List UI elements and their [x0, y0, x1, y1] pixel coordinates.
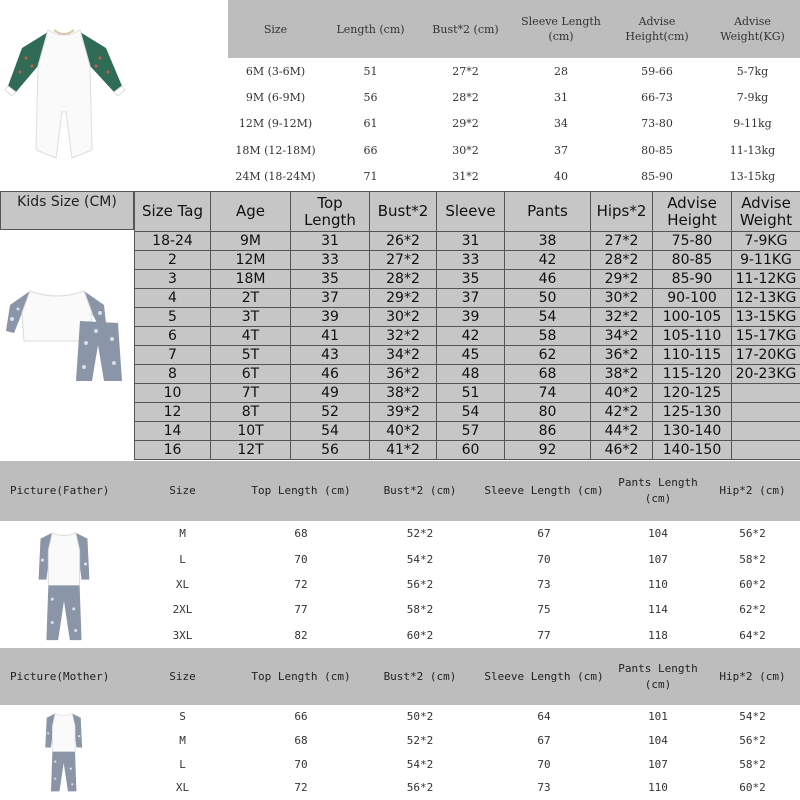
table-cell: 50	[505, 289, 591, 308]
table-cell: 18-24	[135, 232, 211, 251]
table-cell: XL	[175, 781, 190, 795]
table-cell: 115-120	[653, 365, 732, 384]
header-size: Size	[228, 0, 323, 58]
table-cell: 37	[437, 289, 505, 308]
table-cell: 114	[648, 603, 668, 617]
table-cell: 2T	[211, 289, 291, 308]
table-cell: 3XL	[172, 628, 193, 642]
table-cell: 56*2	[739, 734, 766, 748]
table-cell: 29*2	[452, 117, 479, 131]
table-cell: 66-73	[641, 91, 673, 105]
table-cell: 11-13kg	[729, 143, 776, 157]
table-cell: 42*2	[591, 403, 653, 422]
table-cell: 42	[437, 327, 505, 346]
header-length: Length (cm)	[323, 0, 418, 58]
kids-pajama-icon	[0, 283, 134, 393]
table-cell: 46	[291, 365, 370, 384]
table-cell: 30*2	[370, 308, 437, 327]
table-cell: 41	[291, 327, 370, 346]
table-cell: 110	[648, 781, 668, 795]
table-cell: 61	[363, 117, 378, 131]
table-cell: 11-12KG	[732, 270, 800, 289]
table-cell: 29*2	[370, 289, 437, 308]
table-row	[135, 441, 800, 460]
table-cell: 60	[437, 441, 505, 460]
table-cell: 80-85	[653, 251, 732, 270]
table-cell: 27*2	[370, 251, 437, 270]
header-bust: Bust*2 (cm)	[418, 0, 513, 58]
table-cell: 5-7kg	[736, 64, 769, 78]
table-cell: 14	[135, 422, 211, 441]
table-cell: 6M (3-6M)	[245, 64, 306, 78]
header-bust: Bust*2	[370, 192, 437, 232]
table-cell: 56	[363, 91, 378, 105]
table-cell: 105-110	[653, 327, 732, 346]
table-cell: 46*2	[591, 441, 653, 460]
table-row	[135, 422, 800, 441]
table-cell: 40*2	[370, 422, 437, 441]
table-cell: 80	[505, 403, 591, 422]
table-row	[135, 251, 800, 270]
table-row	[135, 384, 800, 403]
table-cell: 28*2	[591, 251, 653, 270]
header-hips: Hips*2	[591, 192, 653, 232]
table-cell: 31	[437, 232, 505, 251]
table-cell: 60*2	[739, 781, 766, 795]
table-row	[228, 84, 800, 110]
kids-size-table	[134, 191, 800, 460]
header-advise-height: Advise Height(cm)	[609, 0, 705, 58]
table-cell: 54	[291, 422, 370, 441]
kids-rows	[135, 232, 800, 460]
table-cell: 38*2	[591, 365, 653, 384]
table-cell: 104	[648, 527, 668, 541]
header-picture: Picture(Mother)	[0, 648, 126, 705]
table-cell: 77	[294, 603, 308, 617]
table-cell: 49	[291, 384, 370, 403]
table-cell: 73-80	[641, 117, 673, 131]
table-cell: 7-9KG	[732, 232, 800, 251]
table-cell: 7T	[211, 384, 291, 403]
table-cell: 80-85	[641, 143, 673, 157]
table-cell: 46	[505, 270, 591, 289]
table-cell: 62	[505, 346, 591, 365]
table-cell: S	[179, 710, 186, 724]
table-cell: 54	[505, 308, 591, 327]
table-row	[135, 232, 800, 251]
table-cell: 3T	[211, 308, 291, 327]
table-cell: 125-130	[653, 403, 732, 422]
table-cell	[732, 384, 800, 403]
table-cell: 54*2	[739, 710, 766, 724]
table-cell: 51	[363, 64, 378, 78]
mother-rows	[0, 705, 800, 800]
table-cell: 31	[554, 91, 568, 105]
mother-pajama-icon	[0, 705, 126, 797]
table-cell: 58	[505, 327, 591, 346]
header-size: Size	[126, 461, 239, 521]
table-cell: 33	[291, 251, 370, 270]
table-cell: 130-140	[653, 422, 732, 441]
table-cell: 58*2	[739, 757, 766, 771]
table-row	[135, 365, 800, 384]
table-row	[135, 270, 800, 289]
table-cell: 24M (18-24M)	[235, 170, 316, 184]
table-cell: 68	[505, 365, 591, 384]
table-row	[135, 289, 800, 308]
table-cell: 58*2	[406, 603, 434, 617]
table-cell: 67	[537, 734, 551, 748]
table-cell: 75	[537, 603, 551, 617]
table-row	[0, 521, 800, 546]
table-cell: 12M (9-12M)	[238, 117, 313, 131]
table-cell: 68	[294, 527, 308, 541]
table-cell: 38	[505, 232, 591, 251]
table-cell: 9-11kg	[733, 117, 772, 131]
table-cell: 62*2	[739, 603, 766, 617]
header-size-tag: Size Tag	[135, 192, 211, 232]
table-cell: L	[179, 552, 186, 566]
table-cell: 82	[294, 628, 308, 642]
table-header-row	[0, 648, 800, 705]
table-cell: 66	[294, 710, 308, 724]
romper-rows	[228, 58, 800, 190]
table-cell: 36*2	[370, 365, 437, 384]
table-cell: L	[179, 757, 186, 771]
table-row	[228, 58, 800, 84]
table-cell: 10T	[211, 422, 291, 441]
table-cell: 110-115	[653, 346, 732, 365]
table-row	[228, 137, 800, 163]
table-cell: 140-150	[653, 441, 732, 460]
table-cell: 107	[648, 552, 668, 566]
table-cell: 72	[294, 781, 308, 795]
header-top-length: Top Length (cm)	[239, 648, 363, 705]
table-cell: 18M	[211, 270, 291, 289]
father-photo-cell	[0, 521, 126, 648]
table-cell: M	[179, 527, 186, 541]
header-bust: Bust*2 (cm)	[363, 648, 477, 705]
table-cell: 3	[135, 270, 211, 289]
table-cell: 54*2	[406, 552, 434, 566]
table-cell: 8T	[211, 403, 291, 422]
table-cell: 34*2	[591, 327, 653, 346]
table-cell: 92	[505, 441, 591, 460]
table-cell: 4	[135, 289, 211, 308]
table-cell: 59-66	[641, 64, 673, 78]
header-picture: Picture(Father)	[0, 461, 126, 521]
header-top-length: Top Length (cm)	[239, 461, 363, 521]
table-cell: 56	[291, 441, 370, 460]
table-cell: 33	[437, 251, 505, 270]
table-cell: 38*2	[370, 384, 437, 403]
kids-size-title: Kids Size (CM)	[0, 191, 134, 230]
table-cell: 28*2	[452, 91, 479, 105]
table-cell: 8	[135, 365, 211, 384]
header-top-length: Top Length	[291, 192, 370, 232]
header-sleeve: Sleeve	[437, 192, 505, 232]
table-row	[135, 327, 800, 346]
father-pajama-icon	[0, 521, 126, 648]
table-cell: 52*2	[406, 734, 434, 748]
table-cell: 67	[537, 527, 551, 541]
table-cell: 9M	[211, 232, 291, 251]
table-row	[228, 164, 800, 190]
table-row	[135, 346, 800, 365]
table-cell: 110	[648, 577, 668, 591]
table-cell: 70	[294, 552, 308, 566]
table-cell: 16	[135, 441, 211, 460]
table-cell: 20-23KG	[732, 365, 800, 384]
table-cell: 30*2	[591, 289, 653, 308]
table-header-row	[0, 461, 800, 521]
table-cell: 32*2	[370, 327, 437, 346]
table-cell: 32*2	[591, 308, 653, 327]
table-cell: 35	[437, 270, 505, 289]
header-bust: Bust*2 (cm)	[363, 461, 477, 521]
table-cell: 6T	[211, 365, 291, 384]
table-cell: 27*2	[452, 64, 479, 78]
father-size-section	[0, 461, 800, 648]
header-age: Age	[211, 192, 291, 232]
table-cell: 39*2	[370, 403, 437, 422]
table-cell: 34*2	[370, 346, 437, 365]
kids-side-panel	[0, 191, 134, 459]
table-cell: 56*2	[739, 527, 766, 541]
table-cell: 6	[135, 327, 211, 346]
table-cell: 18M (12-18M)	[235, 143, 316, 157]
table-row	[135, 308, 800, 327]
table-cell: 66	[363, 143, 378, 157]
table-row	[135, 403, 800, 422]
baby-romper-icon	[0, 0, 228, 190]
kids-size-section	[0, 191, 800, 459]
table-row	[0, 705, 800, 729]
table-cell: 64	[537, 710, 551, 724]
table-cell: 45	[437, 346, 505, 365]
table-cell: 13-15kg	[729, 170, 776, 184]
table-cell: 10	[135, 384, 211, 403]
table-cell: 54	[437, 403, 505, 422]
table-cell: 120-125	[653, 384, 732, 403]
header-sleeve-length: Sleeve Length (cm)	[477, 461, 611, 521]
mother-photo-cell	[0, 705, 126, 800]
table-cell: 50*2	[406, 710, 434, 724]
table-cell: 85-90	[641, 170, 673, 184]
table-cell: 85-90	[653, 270, 732, 289]
table-cell: 77	[537, 628, 551, 642]
table-cell: M	[179, 734, 186, 748]
table-cell: 90-100	[653, 289, 732, 308]
header-pants-length: Pants Length (cm)	[611, 461, 705, 521]
header-hip: Hip*2 (cm)	[705, 648, 800, 705]
table-cell: 71	[363, 170, 378, 184]
table-cell: 17-20KG	[732, 346, 800, 365]
table-cell	[732, 403, 800, 422]
header-advise-height: Advise Height	[653, 192, 732, 232]
table-cell: 86	[505, 422, 591, 441]
table-cell: 73	[537, 781, 551, 795]
table-cell: 70	[537, 552, 551, 566]
table-cell: 56*2	[406, 781, 434, 795]
table-cell: 26*2	[370, 232, 437, 251]
header-sleeve-length: Sleeve Length (cm)	[477, 648, 611, 705]
mother-size-table	[0, 648, 800, 800]
table-cell: 7	[135, 346, 211, 365]
header-hip: Hip*2 (cm)	[705, 461, 800, 521]
table-cell: 101	[648, 710, 668, 724]
header-sleeve-length: Sleeve Length (cm)	[513, 0, 609, 58]
table-cell: 41*2	[370, 441, 437, 460]
table-row	[228, 111, 800, 137]
table-cell	[732, 441, 800, 460]
table-cell: 13-15KG	[732, 308, 800, 327]
table-cell: 56*2	[406, 577, 434, 591]
table-cell: 37	[554, 143, 568, 157]
table-cell: 39	[437, 308, 505, 327]
table-cell: 15-17KG	[732, 327, 800, 346]
table-cell: 29*2	[591, 270, 653, 289]
table-cell: 4T	[211, 327, 291, 346]
table-cell: 100-105	[653, 308, 732, 327]
table-cell: 52*2	[406, 527, 434, 541]
table-cell: 48	[437, 365, 505, 384]
header-advise-weight: Advise Weight(KG)	[705, 0, 800, 58]
romper-size-section	[0, 0, 800, 190]
table-cell: 5	[135, 308, 211, 327]
table-cell: 72	[294, 577, 308, 591]
table-cell: 7-9kg	[736, 91, 769, 105]
table-cell: 64*2	[739, 628, 766, 642]
table-cell: 28	[554, 64, 568, 78]
table-cell: XL	[175, 577, 190, 591]
table-cell: 12-13KG	[732, 289, 800, 308]
table-cell: 70	[537, 757, 551, 771]
table-cell: 39	[291, 308, 370, 327]
table-cell: 68	[294, 734, 308, 748]
father-size-table	[0, 461, 800, 648]
table-header-row	[228, 0, 800, 58]
table-cell: 12M	[211, 251, 291, 270]
table-cell: 52	[291, 403, 370, 422]
table-cell: 44*2	[591, 422, 653, 441]
header-pants: Pants	[505, 192, 591, 232]
table-cell: 70	[294, 757, 308, 771]
table-cell: 2	[135, 251, 211, 270]
table-cell: 34	[554, 117, 568, 131]
table-cell: 60*2	[406, 628, 434, 642]
table-cell: 60*2	[739, 577, 766, 591]
table-cell: 57	[437, 422, 505, 441]
table-cell: 12	[135, 403, 211, 422]
table-cell: 42	[505, 251, 591, 270]
table-cell: 31*2	[452, 170, 479, 184]
table-cell: 28*2	[370, 270, 437, 289]
table-cell: 27*2	[591, 232, 653, 251]
table-cell: 54*2	[406, 757, 434, 771]
table-cell: 73	[537, 577, 551, 591]
table-cell: 43	[291, 346, 370, 365]
table-cell: 104	[648, 734, 668, 748]
table-cell: 36*2	[591, 346, 653, 365]
table-cell: 75-80	[653, 232, 732, 251]
table-cell: 58*2	[739, 552, 766, 566]
table-cell: 30*2	[452, 143, 479, 157]
romper-size-table	[228, 0, 800, 190]
table-cell: 2XL	[172, 603, 193, 617]
table-cell: 40*2	[591, 384, 653, 403]
table-cell	[732, 422, 800, 441]
table-cell: 118	[648, 628, 668, 642]
table-cell: 107	[648, 757, 668, 771]
table-cell: 9M (6-9M)	[245, 91, 306, 105]
table-cell: 5T	[211, 346, 291, 365]
table-header-row	[135, 192, 800, 232]
header-pants-length: Pants Length (cm)	[611, 648, 705, 705]
table-cell: 12T	[211, 441, 291, 460]
table-cell: 35	[291, 270, 370, 289]
table-cell: 31	[291, 232, 370, 251]
father-rows	[0, 521, 800, 648]
header-advise-weight: Advise Weight	[732, 192, 800, 232]
table-cell: 40	[554, 170, 568, 184]
header-size: Size	[126, 648, 239, 705]
table-cell: 74	[505, 384, 591, 403]
table-cell: 37	[291, 289, 370, 308]
mother-size-section	[0, 648, 800, 800]
table-cell: 9-11KG	[732, 251, 800, 270]
table-cell: 51	[437, 384, 505, 403]
